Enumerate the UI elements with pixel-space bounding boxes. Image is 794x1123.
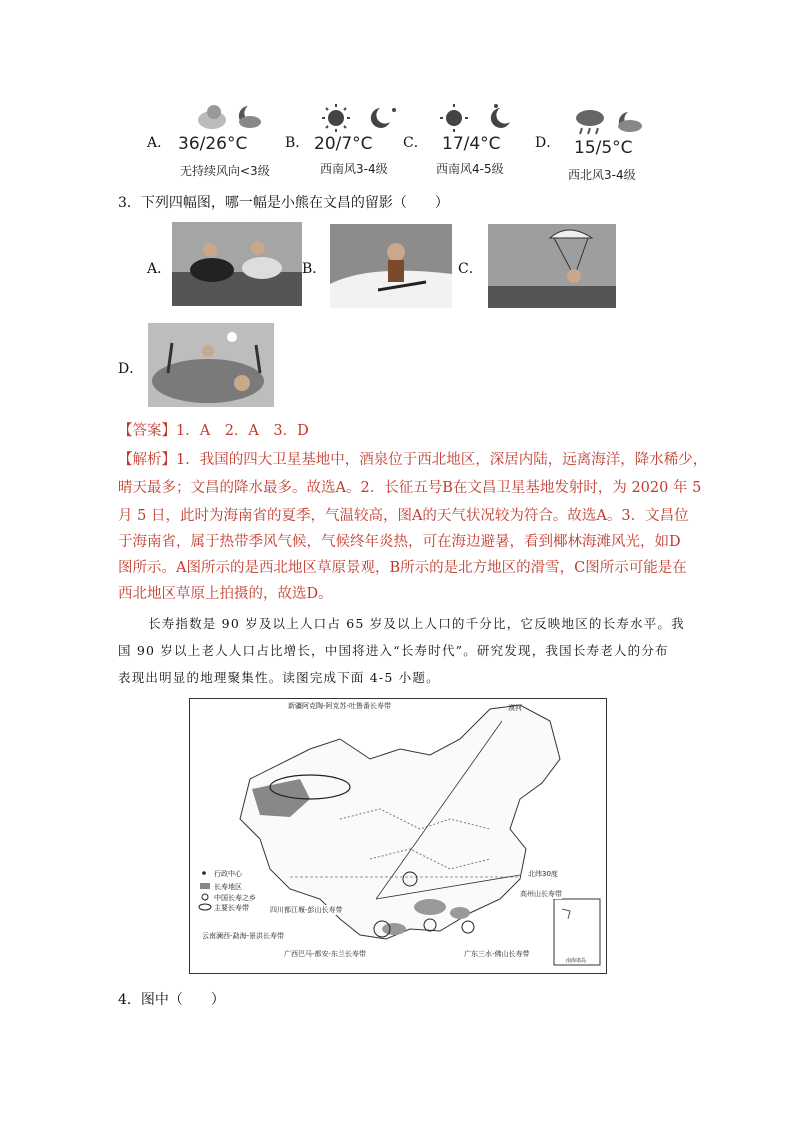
answer-text: 1．A 2．A 3．D bbox=[176, 423, 309, 439]
photo-bear-beach bbox=[148, 323, 274, 407]
wind-b: 西南风3-4级 bbox=[320, 162, 388, 176]
q3-option-b: B． bbox=[302, 261, 327, 277]
sun-moon-icon bbox=[320, 102, 400, 132]
photo-bear-skiing bbox=[330, 224, 452, 308]
option-b-letter: B． bbox=[285, 135, 310, 151]
weather-card-a bbox=[172, 96, 282, 184]
analysis-line-1: 【解析】1．我国的四大卫星基地中，酒泉位于西北地区，深居内陆，远离海洋，降水稀少， bbox=[118, 452, 708, 468]
answer-line bbox=[118, 421, 309, 441]
photo-bear-horse-riding bbox=[172, 222, 302, 306]
intro-line-2: 国 90 岁以上老人人口占比增长，中国将进入“长寿时代”。研究发现，我国长寿老人的分布 bbox=[118, 643, 669, 658]
question-4-text: 4．图中（ ） bbox=[118, 992, 225, 1008]
option-d-letter: D． bbox=[535, 135, 561, 151]
weather-card-d bbox=[560, 100, 660, 184]
sun-moon-cloud-icon bbox=[192, 100, 264, 132]
skiing-illustration bbox=[330, 224, 452, 308]
temp-d: 15/5°C bbox=[574, 138, 633, 158]
temp-a: 36/26°C bbox=[178, 134, 248, 154]
label-sichuan-belt: 四川都江堰-彭山长寿带 bbox=[270, 906, 343, 914]
intro-line-3: 表现出明显的地理聚集性。读图完成下面 4-5 小题。 bbox=[118, 670, 440, 685]
label-xinjiang-belt: 新疆阿克陶-阿克苏-吐鲁番长寿带 bbox=[288, 702, 392, 710]
weather-card-c bbox=[428, 96, 528, 180]
option-a-letter: A． bbox=[147, 135, 172, 151]
label-yunnan-belt: 云南澜西-勐海-景洪长寿带 bbox=[202, 932, 285, 940]
analysis-line-2: 晴天最多；文昌的降水最多。故选A。2．长征五号B在文昌卫星基地发射时，为 2020 年 5 bbox=[118, 480, 702, 496]
beach-illustration bbox=[148, 323, 274, 407]
q3-option-a: A． bbox=[147, 261, 172, 277]
analysis-line-5: 图所示。A图所示的是西北地区草原景观，B所示的是北方地区的滑雪，C图所示可能是在 bbox=[118, 560, 687, 576]
paragliding-illustration bbox=[488, 224, 616, 308]
legend-longevity-town: 中国长寿之乡 bbox=[214, 894, 256, 902]
temp-b: 20/7°C bbox=[314, 134, 373, 154]
china-longevity-map bbox=[189, 698, 607, 974]
wind-d: 西北风3-4级 bbox=[568, 168, 636, 182]
temp-c: 17/4°C bbox=[442, 134, 501, 154]
horse-riding-illustration bbox=[172, 222, 302, 306]
photo-bear-paragliding bbox=[488, 224, 616, 308]
wind-c: 西南风4-5级 bbox=[436, 162, 504, 176]
legend-admin-center: 行政中心 bbox=[214, 870, 242, 878]
intro-line-1: 长寿指数是 90 岁及以上人口占 65 岁及以上人口的千分比，它反映地区的长寿水平。我 bbox=[148, 616, 685, 631]
weather-card-b bbox=[308, 96, 408, 180]
rain-cloud-moon-icon bbox=[568, 104, 652, 138]
label-guangxi-belt: 广西巴马-都安-东兰长寿带 bbox=[284, 950, 367, 958]
option-c-letter: C． bbox=[403, 135, 428, 151]
sun-moon-icon bbox=[438, 102, 522, 132]
question-3-text: 3．下列四幅图，哪一幅是小熊在文昌的留影（ ） bbox=[118, 195, 449, 211]
analysis-line-4: 于海南省，属于热带季风气候，气候终年炎热，可在海边避暑，看到椰林海滩风光，如D bbox=[118, 534, 681, 550]
legend-longevity-area: 长寿地区 bbox=[214, 883, 242, 891]
label-gaozhou-belt: 高州山长寿带 bbox=[520, 890, 562, 898]
analysis-line-3: 月 5 日，此时为海南省的夏季，气温较高，图A的天气状况较为符合。故选A。3．文昌位 bbox=[118, 508, 689, 524]
legend-longevity-belt: 主要长寿带 bbox=[214, 904, 249, 912]
label-south-sea: 南海诸岛 bbox=[566, 958, 587, 964]
q3-option-c: C． bbox=[458, 261, 483, 277]
q3-option-d: D． bbox=[118, 361, 144, 377]
label-guangdong-belt: 广东三水-佛山长寿带 bbox=[464, 950, 530, 958]
answer-label: 【答案】 bbox=[118, 423, 176, 439]
analysis-line-6: 西北地区草原上拍摄的，故选D。 bbox=[118, 586, 333, 602]
label-mohe: 漠河 bbox=[508, 704, 522, 712]
label-30n: 北纬30度 bbox=[528, 870, 558, 878]
wind-a: 无持续风向<3级 bbox=[180, 164, 270, 178]
analysis-label: 【解析】 bbox=[118, 452, 176, 468]
